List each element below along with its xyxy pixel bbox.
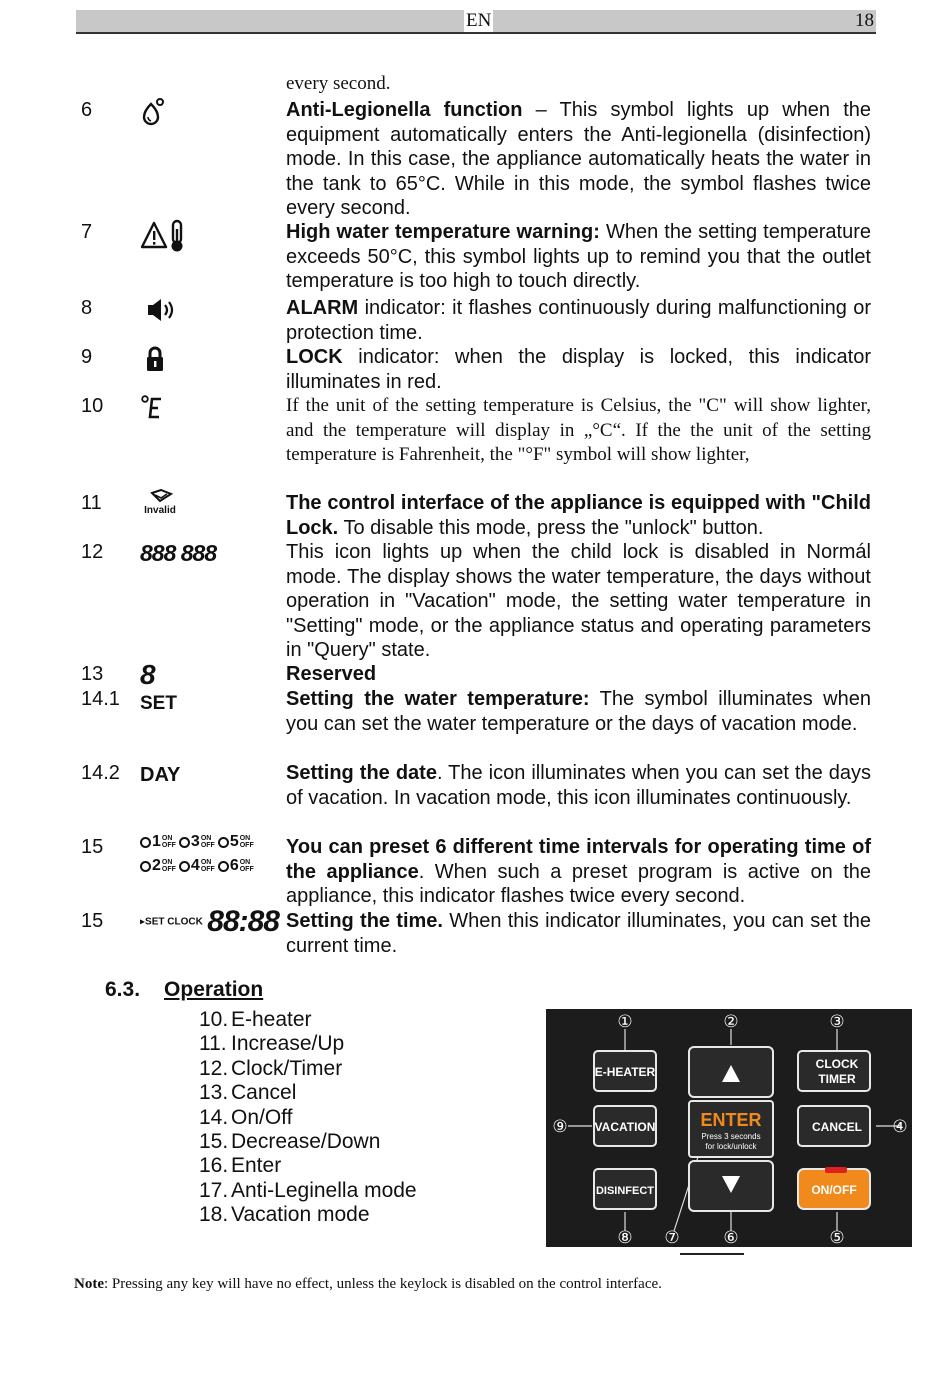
cancel-label: CANCEL [812, 1120, 862, 1134]
item-number: 11 [81, 492, 102, 514]
list-number: 13. [199, 1081, 229, 1105]
item-title: Anti-Legionella function [286, 99, 523, 121]
operation-list-item [199, 1032, 417, 1056]
day-label-icon: DAY [140, 764, 181, 786]
on-tag: ON [161, 859, 173, 866]
item-description [286, 761, 871, 810]
set-clock-label: ▸SET CLOCK [140, 916, 203, 928]
item-text: When this indicator illuminates, you can set the current time. [286, 910, 871, 957]
timer-number: 2 [152, 857, 161, 874]
item-description [286, 220, 871, 294]
item-title: High water temperature warning: [286, 221, 600, 243]
list-number: 18. [199, 1203, 229, 1227]
list-label: Increase/Up [231, 1032, 345, 1056]
clock-timer-button[interactable] [798, 1051, 870, 1091]
clock-icon [218, 861, 229, 872]
timer-number: 3 [190, 833, 200, 850]
item-number: 6 [81, 99, 93, 121]
list-number: 12. [199, 1056, 229, 1080]
item-description [286, 491, 871, 540]
list-label: E-heater [231, 1008, 312, 1031]
item-title: Setting the water temperature: [286, 688, 590, 710]
callout-8: ⑧ [617, 1228, 633, 1247]
timer-slot [140, 857, 176, 875]
vacation-button[interactable] [594, 1106, 656, 1146]
set-clock-icon [140, 905, 279, 939]
seven-segment-display-icon: 888 888 [140, 540, 217, 566]
language-label: EN [466, 10, 492, 31]
enter-hint-line2: for lock/unlock [705, 1142, 757, 1151]
item-text: . The icon illuminates when you can set the days of vacation. In vacation mode, this icon illuminates continuously. [286, 762, 872, 809]
operation-list-item [199, 1154, 417, 1178]
clock-icon [218, 837, 229, 848]
item-text: – This symbol lights up when the equipment automatically enters the Anti-legionella (disinfection) mode. In this case, the appliance automatically heats the water in the tank to 65°C. While in this mode, the symbol flashes twice every second. [286, 99, 871, 220]
eheater-label: E-HEATER [594, 1065, 656, 1079]
clock-icon [140, 861, 151, 872]
timer-number: 5 [229, 833, 239, 850]
item-number: 7 [81, 221, 93, 243]
off-tag: OFF [200, 866, 215, 873]
high-temperature-warning-icon [140, 219, 188, 258]
enter-button[interactable] [689, 1101, 773, 1157]
disinfect-label: DISINFECT [595, 1185, 655, 1197]
operation-list-item [199, 1008, 417, 1032]
footnote [74, 1276, 662, 1293]
item-description [286, 296, 871, 345]
on-off-tag [201, 859, 215, 873]
list-number: 15. [199, 1130, 229, 1154]
continuation-text: every second. [286, 73, 391, 94]
item-text: To disable this mode, press the "unlock" button. [338, 516, 764, 539]
item-text: When the setting temperature exceeds 50°C, this symbol lights up to remind you that the outlet temperature is too high to touch directly. [286, 221, 871, 293]
timer-slot [179, 833, 215, 851]
item-description [286, 540, 871, 663]
item-number: 13 [81, 663, 104, 685]
operation-list-item [199, 1106, 417, 1130]
timer-label: TIMER [818, 1072, 856, 1086]
clock-icon [179, 837, 190, 848]
list-label: On/Off [231, 1105, 293, 1129]
item-number: 15 [81, 910, 104, 932]
vacation-label: VACATION [594, 1120, 656, 1134]
operation-list-item [199, 1057, 417, 1081]
disinfect-button[interactable] [594, 1169, 656, 1209]
list-label: Vacation mode [231, 1203, 370, 1227]
item-title: Setting the date [286, 762, 437, 784]
note-label: Note [74, 1276, 104, 1292]
temperature-unit-icon [140, 394, 168, 427]
note-text: : Pressing any key will have no effect, unless the keylock is disabled on the control interface. [104, 1276, 662, 1292]
clock-icon [179, 861, 190, 872]
list-label: Anti-Leginella mode [231, 1178, 417, 1202]
down-button[interactable] [689, 1161, 773, 1211]
item-description [286, 345, 871, 394]
operation-list-item [199, 1130, 417, 1154]
on-tag: ON [239, 835, 251, 842]
timer-number: 1 [152, 833, 161, 850]
timer-slot [218, 833, 254, 851]
item-description [286, 662, 871, 687]
lock-icon [140, 345, 168, 378]
off-tag: OFF [239, 842, 254, 849]
list-label: Clock/Timer [231, 1056, 343, 1080]
enter-hint-line1: Press 3 seconds [701, 1132, 761, 1141]
off-tag: OFF [161, 866, 176, 873]
timer-slot [218, 857, 254, 875]
set-label-icon: SET [140, 693, 177, 714]
page-number: 18 [855, 10, 874, 31]
item-description [286, 687, 871, 736]
item-number: 8 [81, 297, 93, 319]
single-digit-icon: 8 [140, 659, 156, 690]
item-text: indicator: when the display is locked, this indicator illuminates in red. [286, 346, 871, 393]
on-tag: ON [200, 859, 212, 866]
off-tag: OFF [239, 866, 254, 873]
on-off-tag [201, 835, 215, 849]
item-title: The control interface of the appliance is equipped with "Child Lock. [286, 492, 871, 539]
callout-1: ① [617, 1012, 633, 1031]
list-label: Cancel [231, 1081, 297, 1105]
item-number: 9 [81, 346, 93, 368]
clock-label: CLOCK [815, 1057, 859, 1071]
callout-6: ⑥ [723, 1228, 739, 1247]
item-title: LOCK [286, 346, 343, 368]
item-number: 15 [81, 836, 104, 858]
on-tag: ON [239, 859, 251, 866]
callout-9: ⑨ [552, 1117, 568, 1136]
on-tag: ON [161, 835, 173, 842]
up-button[interactable] [689, 1047, 773, 1097]
alarm-speaker-icon [140, 296, 176, 329]
section-number: 6.3. [105, 978, 141, 1001]
operation-list-item [199, 1179, 417, 1203]
child-lock-invalid-icon [140, 489, 180, 516]
operation-list-item [199, 1203, 417, 1227]
anti-legionella-icon [140, 98, 168, 131]
on-tag: ON [200, 835, 212, 842]
on-off-tag [162, 835, 176, 849]
item-title: You can preset 6 different time intervals for operating time of the appliance [286, 836, 871, 883]
item-title: ALARM [286, 297, 359, 319]
on-off-tag [162, 859, 176, 873]
off-tag: OFF [161, 842, 176, 849]
item-title: Setting the time. [286, 910, 443, 932]
item-text: This icon lights up when the child lock is disabled in Normál mode. The display shows the water temperature, the days without operation in "Vacation" mode, the setting water temperature in "Setting" mode, or the appliance status and operating parameters in "Query" state. [286, 541, 871, 662]
invalid-label: Invalid [144, 505, 176, 516]
page-header [76, 10, 876, 34]
timer-row [140, 857, 257, 881]
list-number: 14. [199, 1105, 229, 1129]
item-text: The symbol illuminates when you can set the water temperature or the days of vacation mode. [286, 688, 871, 735]
item-number: 14.2 [81, 762, 120, 784]
item-description [286, 909, 871, 958]
item-title: Reserved [286, 663, 377, 685]
on-off-tag [240, 859, 254, 873]
onoff-label: ON/OFF [811, 1183, 857, 1197]
timer-row [140, 833, 257, 857]
item-text: If the unit of the setting temperature is Celsius, the "C" will show lighter, and the temperature will display in „°C“. If the the unit of the setting temperature is Fahrenheit, the "°F" symbol will show lighter, [286, 395, 871, 466]
item-description [286, 394, 871, 468]
item-description [286, 835, 871, 909]
list-number: 16. [199, 1154, 229, 1178]
item-number: 12 [81, 541, 104, 563]
operation-list-item [199, 1081, 417, 1105]
eheater-button[interactable] [594, 1051, 656, 1091]
item-text: . When such a preset program is active on the appliance, this indicator flashes twice every second. [286, 860, 871, 908]
section-title: Operation [164, 978, 264, 1001]
callout-3: ③ [829, 1012, 845, 1031]
cancel-button[interactable] [798, 1106, 870, 1146]
operation-list [199, 1008, 417, 1228]
callout-4: ④ [892, 1117, 908, 1136]
item-text: indicator: it flashes continuously during malfunctioning or protection time. [286, 297, 871, 344]
control-panel-diagram [546, 1009, 912, 1247]
on-off-tag [240, 835, 254, 849]
timer-slot [140, 833, 176, 851]
list-number: 17. [199, 1178, 229, 1202]
section-heading [105, 978, 263, 1002]
item-number: 14.1 [81, 688, 120, 710]
divider [680, 1253, 744, 1255]
callout-5: ⑤ [829, 1228, 845, 1247]
timer-intervals-icon [140, 833, 257, 881]
onoff-led-icon [825, 1167, 847, 1173]
timer-number: 4 [190, 857, 200, 874]
clock-icon [140, 837, 151, 848]
enter-label: ENTER [700, 1110, 762, 1130]
callout-7: ⑦ [664, 1228, 680, 1247]
timer-number: 6 [229, 857, 239, 874]
timer-slot [179, 857, 215, 875]
off-tag: OFF [200, 842, 215, 849]
list-number: 10. [199, 1008, 229, 1031]
callout-2: ② [723, 1012, 739, 1031]
list-label: Decrease/Down [231, 1130, 381, 1154]
clock-digits: 88:88 [207, 905, 279, 938]
list-number: 11. [199, 1032, 227, 1056]
item-number: 10 [81, 395, 104, 417]
item-description [286, 98, 871, 221]
onoff-button[interactable] [798, 1167, 870, 1209]
list-label: Enter [231, 1154, 282, 1178]
